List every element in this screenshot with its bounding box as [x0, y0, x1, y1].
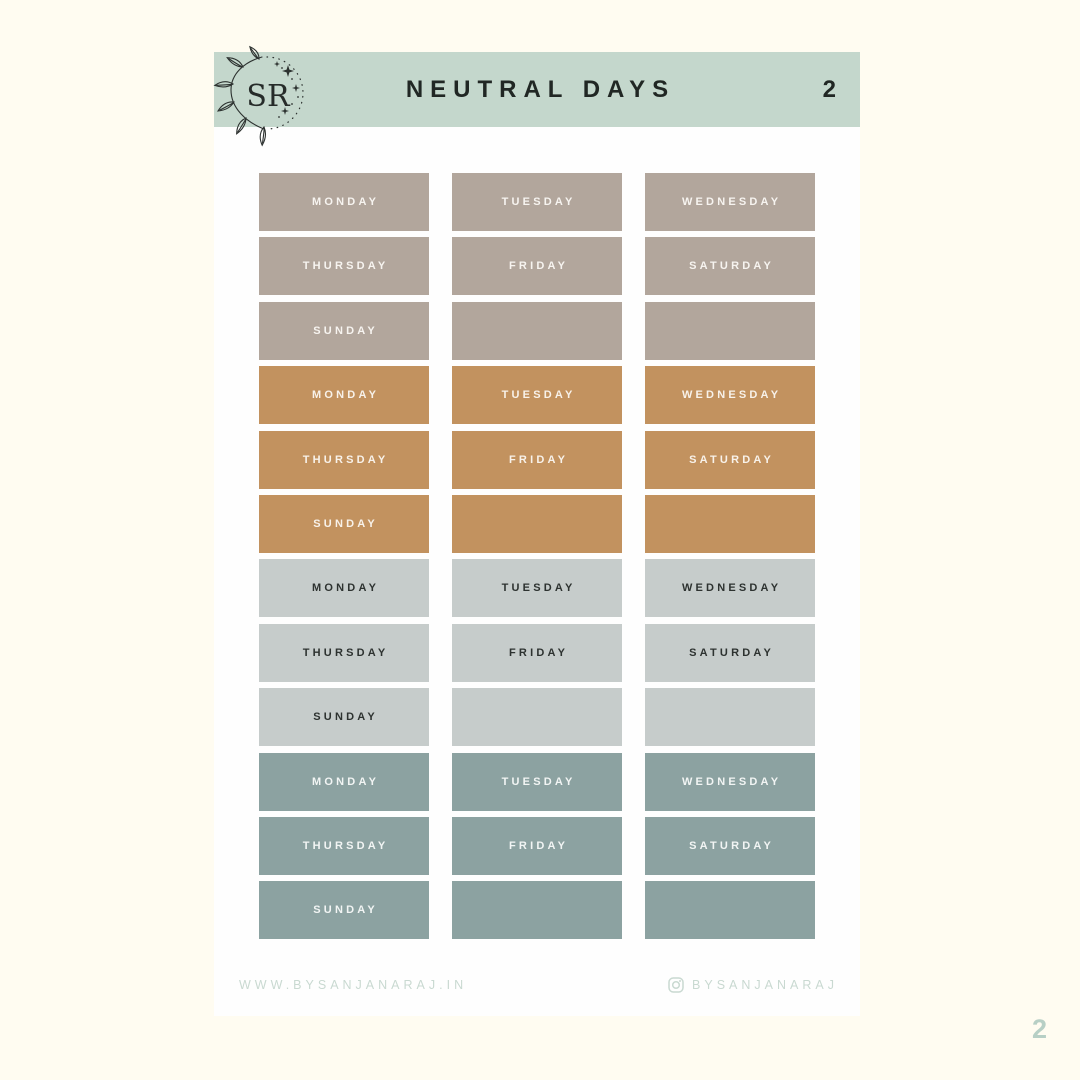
sticker-camel-thursday: THURSDAY [259, 431, 429, 489]
corner-page-number: 2 [1031, 1014, 1047, 1044]
sticker-taupe-tuesday: TUESDAY [452, 173, 622, 231]
sticker-slate-friday: FRIDAY [452, 817, 622, 875]
sticker-slate-sunday: SUNDAY [259, 881, 429, 939]
sticker-light-gray-blank [645, 688, 815, 746]
sticker-taupe-saturday: SATURDAY [645, 237, 815, 295]
page-header [214, 52, 860, 127]
sticker-camel-sunday: SUNDAY [259, 495, 429, 553]
sticker-light-gray-thursday: THURSDAY [259, 624, 429, 682]
sticker-light-gray-sunday: SUNDAY [259, 688, 429, 746]
sticker-camel-wednesday: WEDNESDAY [645, 366, 815, 424]
sticker-camel-blank [452, 495, 622, 553]
sticker-taupe-blank [645, 302, 815, 360]
sticker-sheet-page [214, 52, 860, 1016]
sticker-slate-saturday: SATURDAY [645, 817, 815, 875]
sticker-slate-blank [452, 881, 622, 939]
logo-monogram: SR [246, 79, 290, 114]
sticker-camel-monday: MONDAY [259, 366, 429, 424]
sticker-light-gray-saturday: SATURDAY [645, 624, 815, 682]
instagram-icon [668, 977, 684, 993]
sticker-taupe-monday: MONDAY [259, 173, 429, 231]
sticker-taupe-sunday: SUNDAY [259, 302, 429, 360]
sticker-camel-saturday: SATURDAY [645, 431, 815, 489]
page-title: NEUTRAL DAYS [405, 75, 676, 103]
sticker-slate-monday: MONDAY [259, 753, 429, 811]
website-link[interactable]: WWW.BYSANJANARAJ.IN [239, 978, 468, 992]
sticker-grid [259, 173, 815, 939]
sticker-camel-tuesday: TUESDAY [452, 366, 622, 424]
sticker-camel-blank [645, 495, 815, 553]
sticker-light-gray-blank [452, 688, 622, 746]
page-footer [239, 974, 838, 996]
sticker-slate-wednesday: WEDNESDAY [645, 753, 815, 811]
sticker-slate-thursday: THURSDAY [259, 817, 429, 875]
sticker-slate-blank [645, 881, 815, 939]
header-page-number: 2 [822, 75, 836, 103]
sticker-light-gray-friday: FRIDAY [452, 624, 622, 682]
sticker-taupe-wednesday: WEDNESDAY [645, 173, 815, 231]
instagram-link[interactable] [668, 977, 838, 993]
sticker-light-gray-tuesday: TUESDAY [452, 559, 622, 617]
sticker-slate-tuesday: TUESDAY [452, 753, 622, 811]
sticker-taupe-blank [452, 302, 622, 360]
instagram-handle: BYSANJANARAJ [692, 978, 838, 992]
sticker-light-gray-monday: MONDAY [259, 559, 429, 617]
sticker-taupe-friday: FRIDAY [452, 237, 622, 295]
sticker-taupe-thursday: THURSDAY [259, 237, 429, 295]
sticker-camel-friday: FRIDAY [452, 431, 622, 489]
sticker-light-gray-wednesday: WEDNESDAY [645, 559, 815, 617]
